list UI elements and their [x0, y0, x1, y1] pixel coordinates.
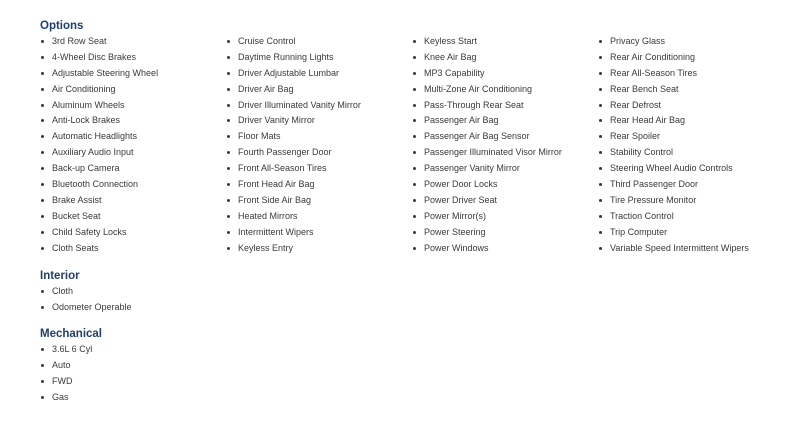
- list-item-label: Front All-Season Tires: [238, 163, 327, 174]
- list-item-label: Trip Computer: [610, 226, 668, 237]
- list-item-label: 4-Wheel Disc Brakes: [52, 51, 137, 62]
- list-item-label: Privacy Glass: [610, 36, 666, 46]
- bullet-icon: [41, 247, 44, 250]
- list-item-label: Rear All-Season Tires: [610, 67, 698, 78]
- bullet-icon: [413, 183, 416, 186]
- list-item-label: Intermittent Wipers: [238, 226, 314, 237]
- list-item-label: Variable Speed Intermittent Wipers: [610, 242, 749, 253]
- list-item-label: Passenger Air Bag Sensor: [424, 131, 530, 142]
- list-item: [412, 129, 598, 145]
- list-item: [40, 193, 226, 209]
- bullet-icon: [599, 199, 602, 202]
- list-item-label: Auxiliary Audio Input: [52, 147, 134, 158]
- list-item-label: Adjustable Steering Wheel: [52, 67, 159, 78]
- list-item: [598, 209, 778, 225]
- list-item: [226, 98, 412, 114]
- list-item: [226, 193, 412, 209]
- options-heading: Options: [40, 20, 84, 32]
- list-item: [40, 66, 226, 82]
- bullet-icon: [599, 56, 602, 59]
- bullet-icon: [599, 135, 602, 138]
- list-item-label: Knee Air Bag: [424, 51, 477, 62]
- list-item-label: Power Driver Seat: [424, 194, 498, 205]
- list-item: [40, 342, 790, 358]
- list-item: [40, 113, 226, 129]
- bullet-icon: [599, 247, 602, 250]
- interior-section: [40, 269, 790, 316]
- list-item-label: Pass-Through Rear Seat: [424, 99, 524, 110]
- list-item: [598, 34, 778, 50]
- bullet-icon: [413, 167, 416, 170]
- bullet-icon: [227, 40, 230, 43]
- list-item-label: Driver Adjustable Lumbar: [238, 67, 340, 78]
- bullet-icon: [599, 215, 602, 218]
- list-item: [40, 177, 226, 193]
- list-item: [226, 82, 412, 98]
- list-item: [412, 66, 598, 82]
- list-item: [40, 300, 790, 316]
- list-item-label: Front Head Air Bag: [238, 179, 315, 190]
- bullet-icon: [41, 364, 44, 367]
- bullet-icon: [227, 104, 230, 107]
- bullet-icon: [413, 215, 416, 218]
- bullet-icon: [41, 380, 44, 383]
- list-item-label: Power Steering: [424, 226, 486, 237]
- list-item-label: Fourth Passenger Door: [238, 147, 332, 158]
- bullet-icon: [227, 135, 230, 138]
- list-item-label: Child Safety Locks: [52, 226, 127, 237]
- list-item-label: Auto: [52, 360, 71, 371]
- list-item-label: Rear Head Air Bag: [610, 115, 686, 126]
- list-item: [40, 241, 226, 257]
- list-item: [226, 241, 412, 257]
- bullet-icon: [599, 183, 602, 186]
- list-item: [598, 177, 778, 193]
- list-item-label: Keyless Entry: [238, 242, 294, 253]
- list-item-label: Passenger Air Bag: [424, 115, 499, 126]
- bullet-icon: [227, 56, 230, 59]
- list-item: [598, 129, 778, 145]
- list-item-label: Third Passenger Door: [610, 179, 699, 190]
- list-item-label: MP3 Capability: [424, 67, 485, 78]
- bullet-icon: [41, 396, 44, 399]
- list-item: [40, 34, 226, 50]
- list-item: [226, 113, 412, 129]
- bullet-icon: [599, 167, 602, 170]
- mechanical-list: [40, 342, 790, 406]
- bullet-icon: [41, 199, 44, 202]
- options-list-4: [598, 34, 778, 256]
- list-item-label: Cloth Seats: [52, 242, 99, 253]
- mechanical-heading: Mechanical: [40, 328, 102, 341]
- list-item-label: 3rd Row Seat: [52, 36, 107, 46]
- options-grid: [40, 34, 790, 256]
- bullet-icon: [413, 104, 416, 107]
- list-item: [598, 98, 778, 114]
- bullet-icon: [41, 135, 44, 138]
- options-column-3: [412, 34, 598, 256]
- list-item: [412, 225, 598, 241]
- list-item: [226, 209, 412, 225]
- bullet-icon: [41, 231, 44, 234]
- bullet-icon: [227, 119, 230, 122]
- list-item: [40, 98, 226, 114]
- bullet-icon: [413, 119, 416, 122]
- list-item: [226, 129, 412, 145]
- list-item: [40, 129, 226, 145]
- list-item-label: Bluetooth Connection: [52, 179, 139, 190]
- list-item-label: Floor Mats: [238, 131, 281, 142]
- bullet-icon: [227, 183, 230, 186]
- list-item-label: Rear Air Conditioning: [610, 51, 696, 62]
- interior-heading: Interior: [40, 270, 80, 283]
- bullet-icon: [41, 348, 44, 351]
- list-item-label: Driver Illuminated Vanity Mirror: [238, 99, 361, 110]
- list-item: [598, 241, 778, 257]
- list-item: [412, 113, 598, 129]
- list-item-label: Power Door Locks: [424, 179, 498, 190]
- list-item: [226, 161, 412, 177]
- list-item-label: Brake Assist: [52, 194, 102, 205]
- list-item: [40, 145, 226, 161]
- list-item-label: Driver Vanity Mirror: [238, 115, 315, 126]
- bullet-icon: [227, 199, 230, 202]
- list-item-label: Back-up Camera: [52, 163, 120, 174]
- list-item: [226, 225, 412, 241]
- list-item-label: Cruise Control: [238, 36, 296, 46]
- bullet-icon: [41, 290, 44, 293]
- list-item-label: Cloth: [52, 286, 74, 297]
- bullet-icon: [41, 306, 44, 309]
- list-item: [40, 161, 226, 177]
- list-item: [412, 161, 598, 177]
- list-item-label: Steering Wheel Audio Controls: [610, 163, 733, 174]
- list-item: [412, 98, 598, 114]
- bullet-icon: [227, 88, 230, 91]
- options-section: [40, 19, 790, 256]
- list-item-label: Tire Pressure Monitor: [610, 194, 697, 205]
- list-item: [40, 390, 790, 406]
- list-item: [226, 177, 412, 193]
- list-item-label: Bucket Seat: [52, 210, 101, 221]
- list-item-label: Traction Control: [610, 210, 674, 221]
- list-item: [40, 225, 226, 241]
- list-item: [598, 50, 778, 66]
- list-item-label: Rear Spoiler: [610, 131, 661, 142]
- list-item: [226, 34, 412, 50]
- list-item: [226, 50, 412, 66]
- list-item: [598, 145, 778, 161]
- list-item-label: Heated Mirrors: [238, 210, 298, 221]
- bullet-icon: [599, 72, 602, 75]
- bullet-icon: [413, 56, 416, 59]
- options-list-1: [40, 34, 226, 256]
- list-item-label: Front Side Air Bag: [238, 194, 312, 205]
- bullet-icon: [227, 231, 230, 234]
- list-item-label: Rear Bench Seat: [610, 83, 679, 94]
- bullet-icon: [413, 247, 416, 250]
- list-item: [226, 145, 412, 161]
- bullet-icon: [599, 40, 602, 43]
- list-item: [412, 34, 598, 50]
- list-item-label: Power Mirror(s): [424, 210, 486, 221]
- list-item: [412, 145, 598, 161]
- list-item: [598, 66, 778, 82]
- list-item-label: Keyless Start: [424, 36, 478, 46]
- bullet-icon: [41, 72, 44, 75]
- list-item-label: Power Windows: [424, 242, 489, 253]
- bullet-icon: [41, 40, 44, 43]
- bullet-icon: [599, 119, 602, 122]
- list-item-label: Anti-Lock Brakes: [52, 115, 121, 126]
- bullet-icon: [413, 199, 416, 202]
- bullet-icon: [41, 56, 44, 59]
- bullet-icon: [413, 151, 416, 154]
- list-item-label: Driver Air Bag: [238, 83, 294, 94]
- list-item-label: Automatic Headlights: [52, 131, 138, 142]
- list-item: [40, 209, 226, 225]
- list-item: [412, 193, 598, 209]
- options-column-2: [226, 34, 412, 256]
- vehicle-features: [40, 19, 790, 406]
- bullet-icon: [41, 88, 44, 91]
- bullet-icon: [227, 72, 230, 75]
- bullet-icon: [41, 104, 44, 107]
- list-item: [412, 209, 598, 225]
- list-item: [412, 177, 598, 193]
- bullet-icon: [413, 40, 416, 43]
- bullet-icon: [41, 215, 44, 218]
- list-item: [598, 193, 778, 209]
- list-item: [226, 66, 412, 82]
- list-item: [598, 225, 778, 241]
- bullet-icon: [599, 104, 602, 107]
- list-item: [598, 161, 778, 177]
- options-list-3: [412, 34, 598, 256]
- list-item: [40, 284, 790, 300]
- list-item: [40, 50, 226, 66]
- list-item-label: Rear Defrost: [610, 99, 662, 110]
- options-column-1: [40, 34, 226, 256]
- bullet-icon: [413, 231, 416, 234]
- list-item: [412, 241, 598, 257]
- bullet-icon: [41, 151, 44, 154]
- list-item-label: Aluminum Wheels: [52, 99, 125, 110]
- list-item-label: Gas: [52, 391, 69, 402]
- mechanical-section: [40, 327, 790, 406]
- list-item-label: Stability Control: [610, 147, 674, 158]
- list-item: [40, 358, 790, 374]
- bullet-icon: [227, 151, 230, 154]
- bullet-icon: [227, 167, 230, 170]
- bullet-icon: [599, 88, 602, 91]
- list-item: [40, 82, 226, 98]
- list-item-label: 3.6L 6 Cyl: [52, 344, 93, 355]
- bullet-icon: [41, 167, 44, 170]
- list-item: [40, 374, 790, 390]
- list-item-label: Odometer Operable: [52, 302, 132, 313]
- interior-list: [40, 284, 790, 316]
- list-item: [412, 82, 598, 98]
- bullet-icon: [41, 183, 44, 186]
- list-item-label: Air Conditioning: [52, 83, 116, 94]
- list-item-label: Multi-Zone Air Conditioning: [424, 83, 533, 94]
- list-item-label: Passenger Vanity Mirror: [424, 163, 520, 174]
- options-list-2: [226, 34, 412, 256]
- bullet-icon: [599, 151, 602, 154]
- bullet-icon: [41, 119, 44, 122]
- bullet-icon: [413, 135, 416, 138]
- list-item-label: Passenger Illuminated Visor Mirror: [424, 147, 562, 158]
- list-item-label: Daytime Running Lights: [238, 51, 334, 62]
- bullet-icon: [413, 88, 416, 91]
- list-item-label: FWD: [52, 376, 73, 387]
- list-item: [412, 50, 598, 66]
- bullet-icon: [227, 215, 230, 218]
- options-column-4: [598, 34, 778, 256]
- bullet-icon: [413, 72, 416, 75]
- bullet-icon: [227, 247, 230, 250]
- list-item: [598, 113, 778, 129]
- list-item: [598, 82, 778, 98]
- bullet-icon: [599, 231, 602, 234]
